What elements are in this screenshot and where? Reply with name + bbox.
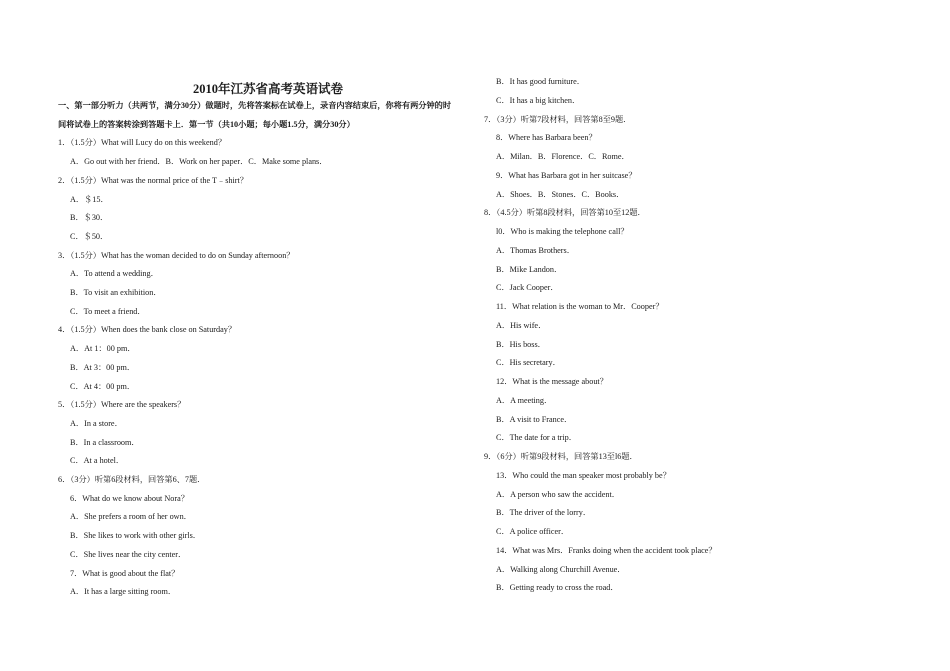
answer-line: A．A meeting． [496,395,553,405]
answer-line: A．At 1：00 pm． [70,344,136,354]
question-line: 1．（1.5分）What will Lucy do on this weekend？ [58,138,227,148]
answer-line: B．＄30． [70,213,109,223]
answer-line: A．Walking along Churchill Avenue． [496,564,626,574]
answer-line: 11．What relation is the woman to Mr．Cooper？ [496,302,664,311]
answer-line: 13．Who could the man speaker most probably be？ [496,470,671,480]
answer-line: 8．Where has Barbara been？ [496,133,597,143]
answer-line: A．Shoes．B．Stones．C．Books． [496,189,625,199]
answer-line: C．A police officer． [496,527,570,536]
answer-line: A．In a store． [70,418,123,428]
question-line: 2．（1.5分）What was the normal price of the T﹣shirt？ [58,175,248,185]
answer-line: A．Go out with her friend．B．Work on her paper．C．Make some plans． [70,157,328,167]
question-line: 间将试卷上的答案转涂到答题卡上．第一节（共10小题；每小题1.5分，满分30分） [58,119,355,129]
answer-line: A．To attend a wedding． [70,269,159,279]
answer-line: C．＄50． [70,231,109,241]
answer-line: B．To visit an exhibition． [70,288,162,297]
answer-line: C．To meet a friend． [70,306,146,316]
answer-line: C．It has a big kitchen． [496,95,581,105]
answer-line: C．At 4：00 pm． [70,381,136,391]
answer-line: B．His boss． [496,339,546,349]
answer-line: A．His wife． [496,320,547,330]
answer-line: l0．Who is making the telephone call？ [496,227,629,236]
answer-line: A．A person who saw the accident． [496,489,620,499]
answer-line: A．It has a large sitting room． [70,587,177,597]
answer-line: B．She likes to work with other girls． [70,531,201,541]
answer-line: C．The date for a trip． [496,433,577,443]
answer-line: C．His secretary． [496,358,561,368]
answer-line: 14．What was Mrs．Franks doing when the accident took place？ [496,545,717,555]
answer-line: A．＄15． [70,194,109,204]
question-line: 8．（4.5分）听第8段材料，回答第10至12题． [484,208,646,218]
question-line: 3．（1.5分）What has the woman decided to do on Sunday afternoon？ [58,250,295,260]
answer-line: B．At 3：00 pm． [70,362,136,372]
answer-line: A．Milan．B．Florence．C．Rome． [496,152,630,161]
question-line: 4．（1.5分）When does the bank close on Saturday？ [58,325,237,335]
answer-line: 9．What has Barbara got in her suitcase？ [496,170,637,180]
page-title: 2010年江苏省高考英语试卷 [192,82,343,96]
answer-line: C．Jack Cooper． [496,283,559,293]
answer-line: B．Mike Landon． [496,264,563,274]
answer-line: B．In a classroom． [70,437,140,447]
question-line: 7．（3分）听第7段材料，回答第8至9题． [484,114,632,124]
answer-line: A．She prefers a room of her own． [70,512,192,522]
answer-line: 6．What do we know about Nora？ [70,493,189,503]
answer-line: C．She lives near the city center． [70,549,187,559]
question-line: 9．（6分）听第9段材料，回答第13至l6题． [484,452,638,461]
question-line: 一、第一部分听力（共两节，满分30分）做题时，先将答案标在试卷上，录音内容结束后，你将有两分钟的时 [58,101,452,110]
answer-line: 7．What is good about the flat？ [70,568,180,578]
answer-line: B．The driver of the lorry． [496,508,592,518]
answer-line: B．Getting ready to cross the road． [496,583,619,593]
answer-line: 12．What is the message about？ [496,377,608,386]
answer-line: C．At a hotel． [70,456,125,466]
question-line: 6．（3分）听第6段材料，回答第6、7题． [58,475,206,484]
answer-line: B．A visit to France． [496,414,573,424]
answer-line: A．Thomas Brothers． [496,245,575,255]
question-line: 5．（1.5分）Where are the speakers？ [58,400,186,410]
answer-line: B．It has good furniture． [496,77,585,86]
